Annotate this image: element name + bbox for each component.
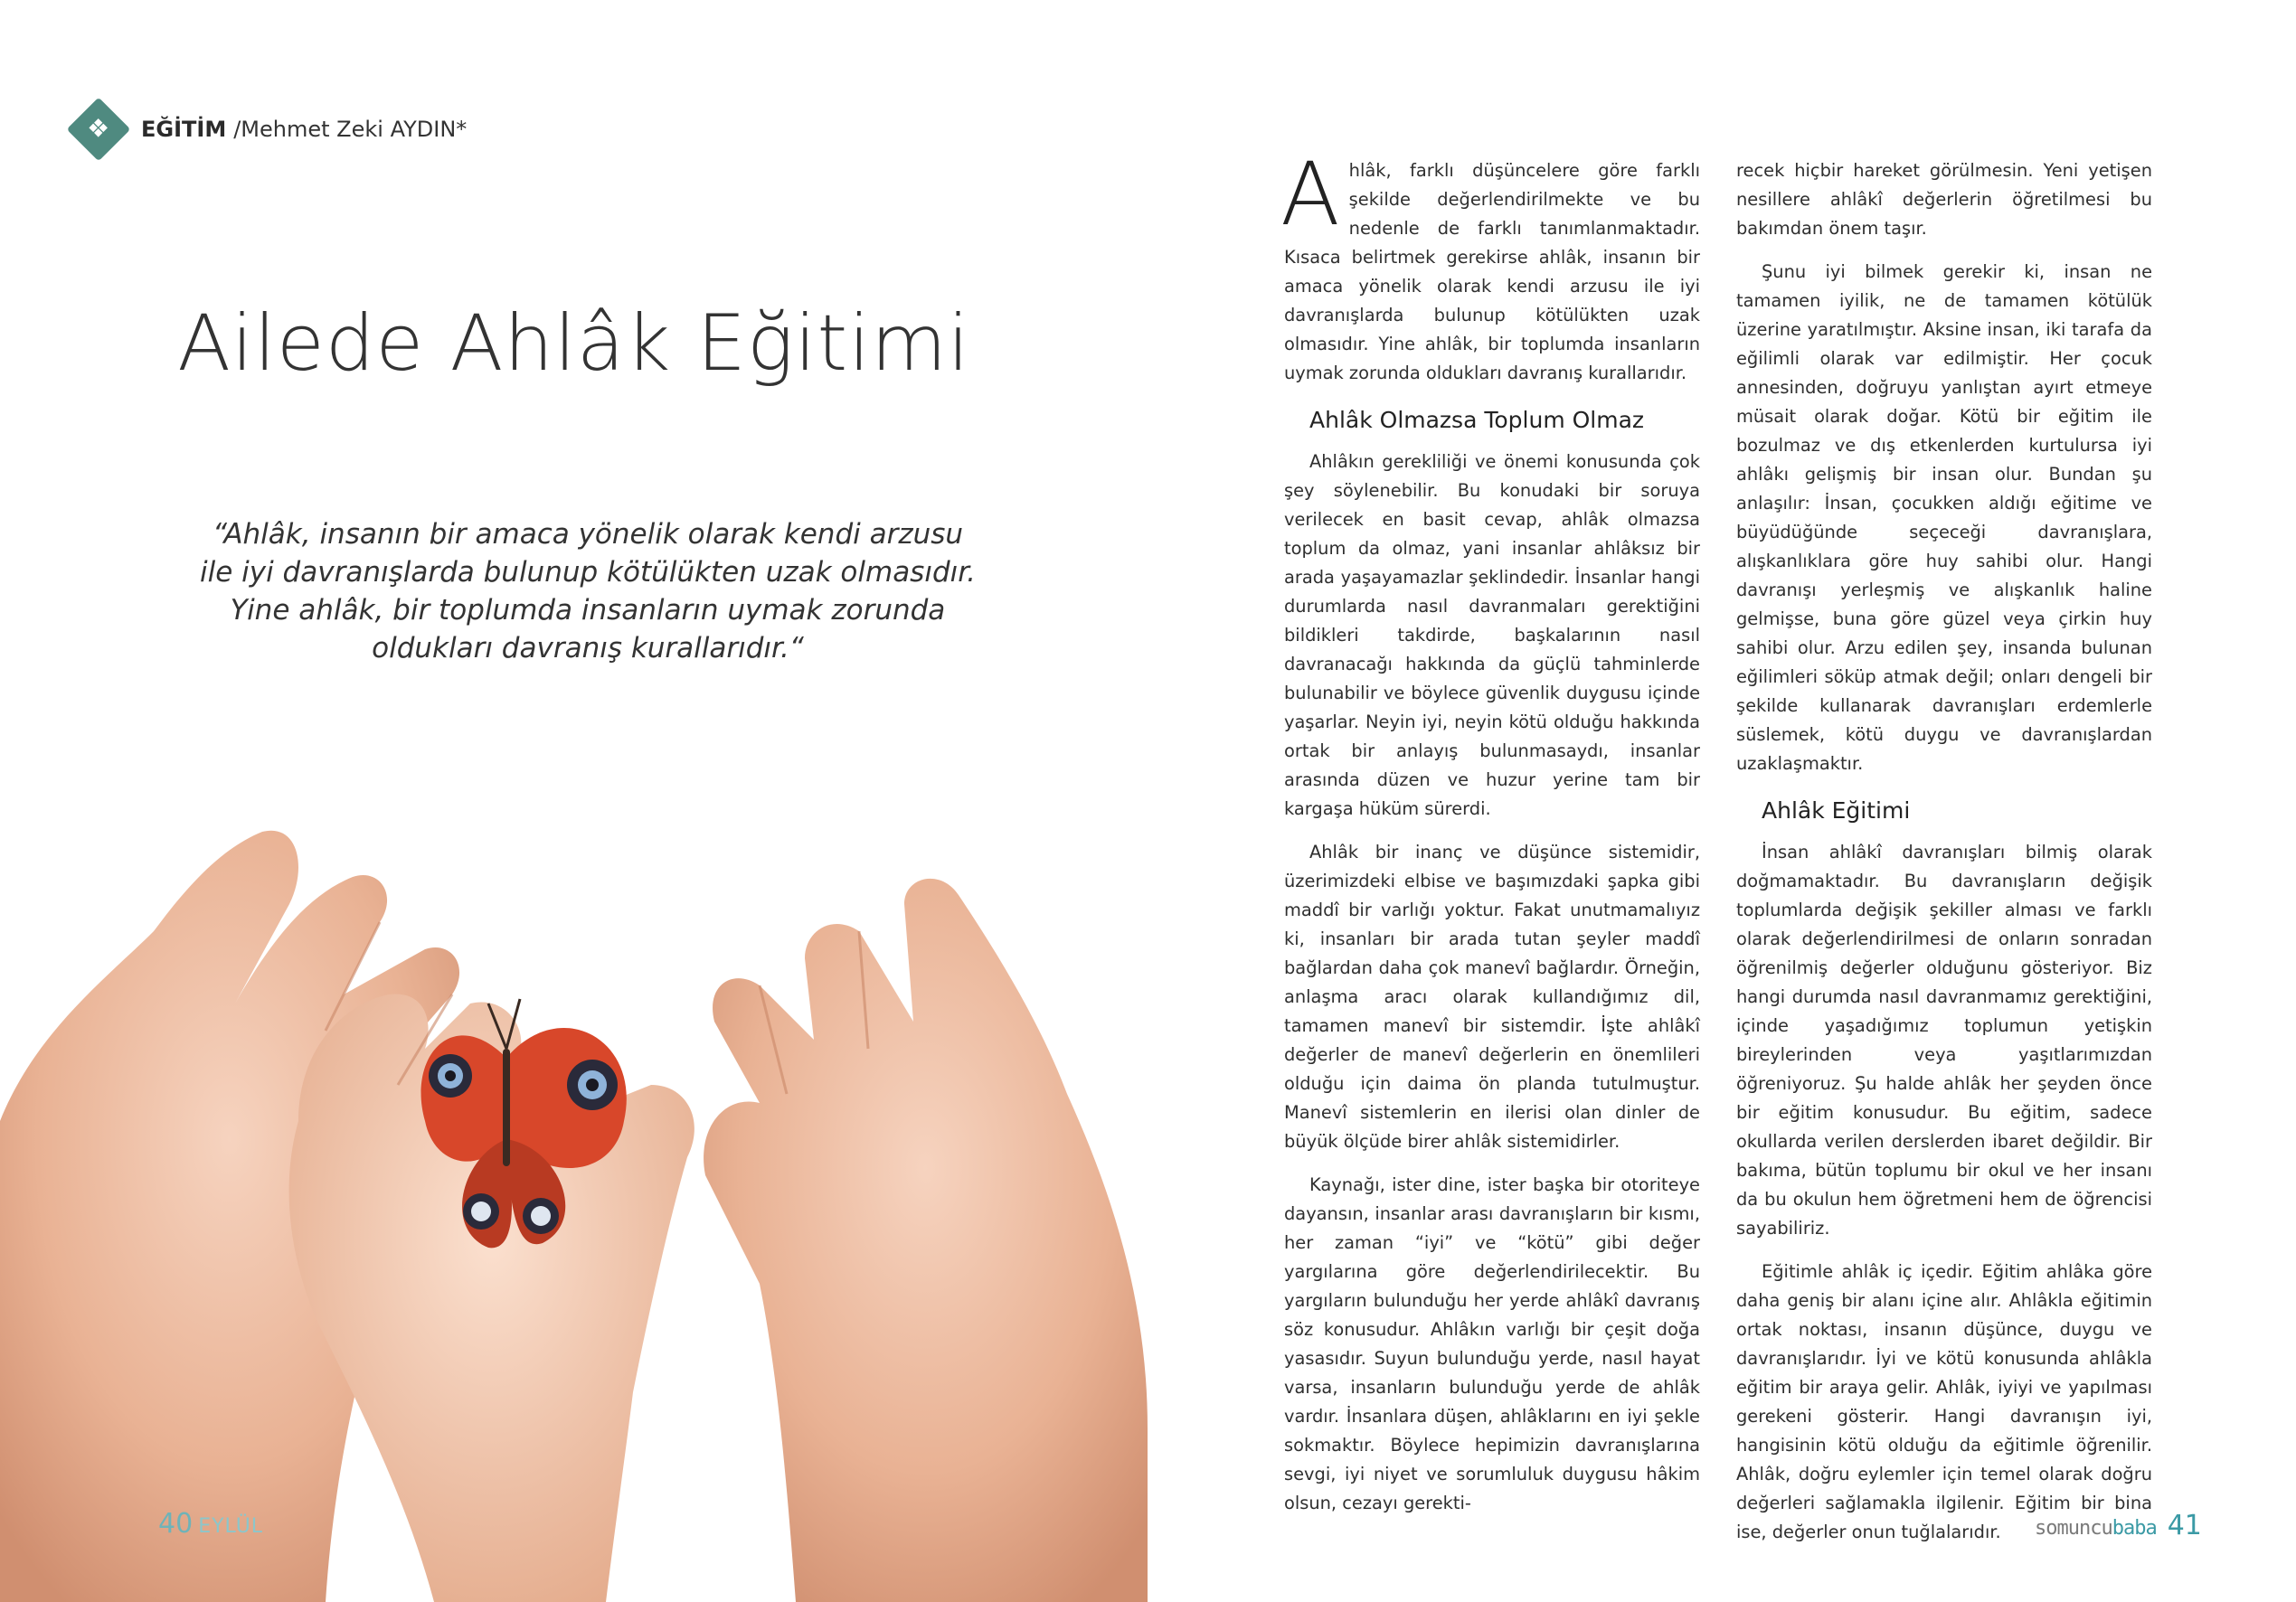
- body-paragraph: İnsan ahlâkî davranışları bilmiş olarak doğmamaktadır. Bu davranışların değişik toplumlarda değişik şekiller alması ve farklı olarak değerlendirilmesi de onların sonradan öğrenilmiş değerler olduğunu gösteriyor. Biz hangi durumda nasıl davranmamız gerektiğini, içinde yaşadığımız toplumun yetişkin bireylerinden veya yaşıtlarımızdan öğreniyoruz. Şu halde ahlâk her şeyden önce bir eğitim konusudur. Bu eğitim, sadece okullarda verilen derslerden ibaret değildir. Bir bakıma, bütün toplumu bir okul ve her insanı da bu okulun hem öğretmeni hem de öğrencisi sayabiliriz.: [1736, 842, 2152, 1239]
- body-paragraph: Eğitimle ahlâk iç içedir. Eğitim ahlâka göre daha geniş bir alanı içine alır. Ahlâkla eğitimin ortak noktası, insanın düşünce, duygu ve davranışlarıdır. İyi ve kötü konusunda ahlâkla eğitim bir araya gelir. Ahlâk, iyiyi ve yapılması gerekeni gösterir. Hangi davranışın iyi, hangisinin kötü olduğu da eğitimle öğrenilir. Ahlâk, doğru eylemler için temel olarak doğru değerleri sağlamakla ilgilenir. Eğitim bir bina ise, değerler onun tuğlalarıdır.: [1736, 1261, 2152, 1542]
- section-label: EĞİTİM: [141, 117, 227, 142]
- body-paragraph: Ahlâk bir inanç ve düşünce sistemidir, üzerimizdeki elbise ve başımızdaki şapka gibi maddî bir varlığı yoktur. Fakat unutmamalıyız ki, insanları bir arada tutan şeyler maddî bağlardan daha çok manevî bağlardır. Örneğin, anlaşma aracı olarak kullandığımız dil, tamamen manevî bir sistemdir. İşte ahlâkî değerler de manevî değerlerin en önemlileri olduğu için daima ön planda tutulmuştur. Manevî sistemlerin en ilerisi olan dinler de büyük ölçüde birer ahlâk sistemidirler.: [1284, 842, 1700, 1152]
- body-paragraph: Ahlâkın gerekliliği ve önemi konusunda çok şey söylenebilir. Bu konudaki bir soruya verilecek en basit cevap, ahlâk olmazsa toplum da olmaz, yani insanlar ahlâksız bir arada yaşayamazlar şeklindedir. İnsanlar hangi durumlarda nasıl davranmaları gerektiğini bildikleri takdirde, başkalarının nasıl davranacağı hakkında da güçlü tahminlerde bulunabilir ve böylece güvenlik duygusu içinde yaşarlar. Neyin iyi, neyin kötü olduğu hakkında ortak bir anlayış bulunmasaydı, insanlar arasında düzen ve huzur yerine tam bir kargaşa hüküm sürerdi.: [1284, 451, 1700, 819]
- pull-quote: “Ahlâk, insanın bir amaca yönelik olarak kendi arzusu ile iyi davranışlarda bulunup kötülükten uzak olmasıdır. Yine ahlâk, bir toplumda insanların uymak zorunda oldukları davranış kurallarıdır.“: [199, 518, 976, 664]
- body-paragraph: recek hiçbir hareket görülmesin. Yeni yetişen nesillere ahlâkî değerlerin öğretilmesi bu bakımdan önem taşır.: [1736, 160, 2152, 239]
- article-column-2: [1736, 156, 2152, 1561]
- magazine-name-part1: somuncu: [2035, 1517, 2112, 1540]
- subheading-ahlak-egitimi: Ahlâk Eğitimi: [1762, 797, 1911, 824]
- drop-cap: A: [1280, 144, 1340, 245]
- subheading-ahlak-olmazsa: Ahlâk Olmazsa Toplum Olmaz: [1309, 407, 1645, 433]
- intro-paragraph: [1280, 144, 1700, 388]
- article-column-1: [1280, 144, 1700, 1532]
- article-title: Ailede Ahlâk Eğitimi: [177, 298, 970, 389]
- body-paragraph: Şunu iyi bilmek gerekir ki, insan ne tamamen iyilik, ne de tamamen kötülük üzerine yaratılmıştır. Aksine insan, iki tarafa da eğilimli olarak var edilmiştir. Her çocuk annesinden, doğruyu yanlıştan ayırt etmeye müsait olarak doğar. Kötü bir eğitim ile bozulmaz ve dış etkenlerden kurtulursa iyi ahlâkı gelişmiş bir insan olur. Bundan şu anlaşılır: İnsan, çocukken aldığı eğitime ve büyüdüğünde seçeceği davranışlara, alışkanlıklara göre huy sahibi olur. Hangi davranışı yerleşmiş ve alışkanlık haline gelmişse, buna göre güzel veya çirkin huy sahibi olur. Arzu edilen şey, insanda bulunan eğilimleri söküp atmak değil; onları dengeli bir şekilde kullanarak davranışları erdemlerle süslemek, kötü duygu ve davranışlardan uzaklaşmaktır.: [1736, 261, 2152, 774]
- intro-text: hlâk, farklı düşüncelere göre farklı şekilde değerlendirilmekte ve bu nedenle de farklı tanımlanmaktadır. Kısaca belirtmek gerekirse ahlâk, insanın bir amaca yönelik olarak kendi arzusu ile iyi davranışlarda bulunup kötülükten uzak olmasıdır. Yine ahlâk, bir toplumda insanların uymak zorunda oldukları davranış kurallarıdır.: [1284, 160, 1700, 383]
- page-footer-right: [2035, 1510, 2202, 1541]
- section-header: [76, 98, 467, 161]
- right-page: [1148, 0, 2296, 1602]
- body-paragraph: Kaynağı, ister dine, ister başka bir otoriteye dayansın, insanlar arası davranışların bir kısmı, her zaman “iyi” ve “kötü” gibi değer yargılarına göre değerlendirilecektir. Bu yargıların bulunduğu her yerde ahlâkî davranış söz konusudur. Ahlâkın varlığı bir çeşit doğa yasasıdır. Suyun bulunduğu yerde, nasıl hayat varsa, insanların bulunduğu yerde de ahlâk vardır. İnsanlara düşen, ahlâklarını en iyi şekle sokmaktır. Böylece hepimizin davranışlarına sevgi, iyi niyet ve sorumluluk duygusu hâkim olsun, cezayı gerekti-: [1284, 1174, 1700, 1513]
- page-number: 40: [158, 1508, 194, 1540]
- page-number-left: [158, 1508, 263, 1540]
- author-name: /Mehmet Zeki AYDIN*: [233, 117, 468, 142]
- adult-right-hand: [704, 879, 1148, 1602]
- diamond-ornament-icon: ❖: [67, 98, 131, 162]
- magazine-name-part2: baba: [2112, 1517, 2157, 1540]
- page-number: 41: [2167, 1510, 2202, 1541]
- hands-butterfly-photo: [0, 796, 1148, 1602]
- issue-month: EYLÜL: [198, 1515, 264, 1538]
